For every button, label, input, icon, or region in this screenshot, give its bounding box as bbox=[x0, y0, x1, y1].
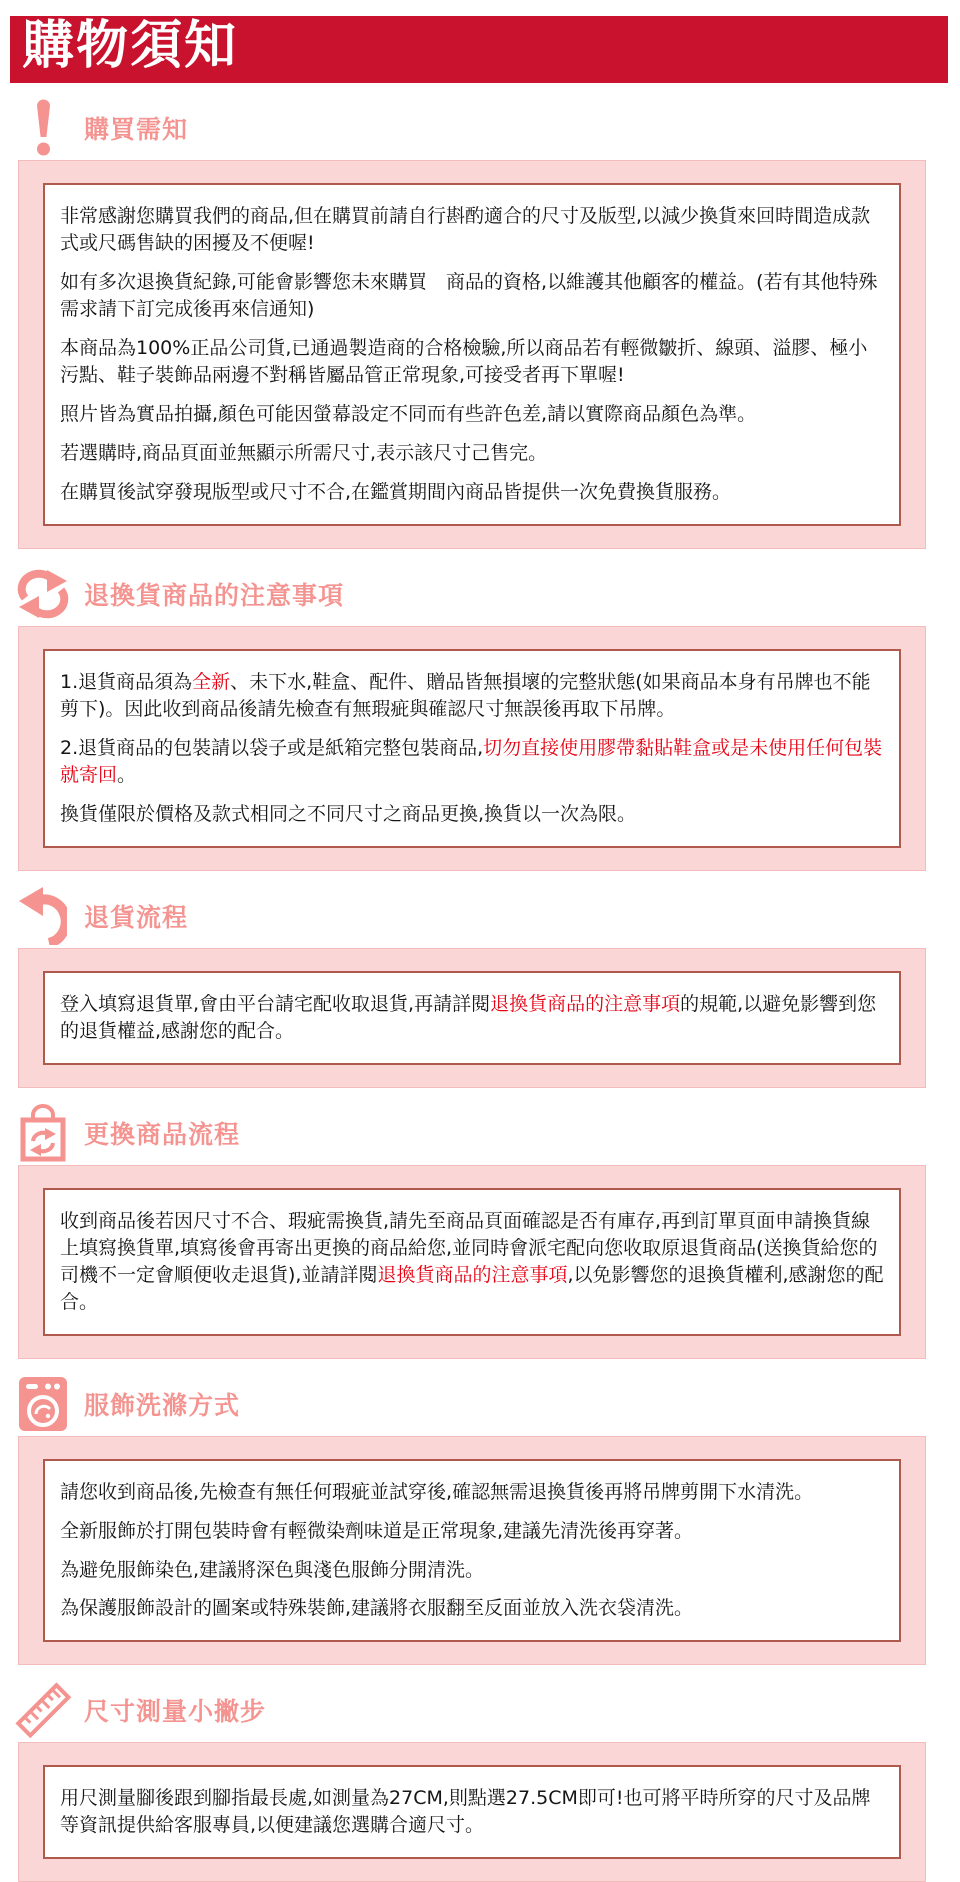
notice-paragraph bbox=[60, 1518, 884, 1545]
body-text: 照片皆為實品拍攝,顏色可能因螢幕設定不同而有些許色差,請以實際商品顏色為準。 bbox=[60, 403, 757, 425]
emphasis-text: 退換貨商品的注意事項 bbox=[377, 1263, 568, 1286]
notice-paragraph bbox=[60, 1557, 884, 1584]
section-head bbox=[14, 887, 960, 945]
page-title-bar bbox=[10, 16, 948, 83]
notice-paragraph bbox=[60, 801, 884, 828]
notice-card bbox=[43, 971, 901, 1065]
notice-paragraph bbox=[60, 1479, 884, 1506]
notice-paragraph bbox=[60, 1595, 884, 1622]
body-text: 本商品為100%正品公司貨,已通過製造商的合格檢驗,所以商品若有輕微皺折、線頭、溢膠、極小污點、鞋子裝飾品兩邊不對稱皆屬品管正常現象,可接受者再下單喔! bbox=[60, 337, 868, 387]
body-text: 收到商品後若因尺寸不合、瑕疵需換貨,請先至商品頁面確認是否有庫存,再到訂單頁面申請換貨線上填寫換貨單,填寫後會再寄出更換的商品給您,並同時會派宅配向您收取原退貨商品(送換貨給您的司機不一定會順便收走退貨),並請詳閱 bbox=[60, 1209, 878, 1286]
section-head bbox=[14, 1681, 960, 1739]
body-text: 非常感謝您購買我們的商品,但在購買前請自行斟酌適合的尺寸及版型,以減少換貨來回時間造成款式或尺碼售缺的困擾及不便喔! bbox=[60, 205, 871, 255]
body-text: 如有多次退換貨紀錄,可能會影響您未來購買 商品的資格,以維護其他顧客的權益。(若有其他特殊需求請下訂完成後再來信通知) bbox=[60, 271, 878, 321]
body-text: 的規範,以避免影響到您的退貨權益,感謝您的配合。 bbox=[60, 992, 877, 1042]
section-head bbox=[14, 565, 960, 623]
body-text: 全新服飾於打開包裝時會有輕微染劑味道是正常現象,建議先清洗後再穿著。 bbox=[60, 1519, 694, 1542]
notice-paragraph bbox=[60, 1208, 884, 1316]
washing-machine-icon bbox=[14, 1375, 72, 1433]
refresh-icon bbox=[14, 565, 72, 623]
notice-card bbox=[43, 1459, 901, 1643]
section-title: 更換商品流程 bbox=[84, 1119, 241, 1149]
section-return-flow bbox=[0, 887, 960, 1088]
notice-paragraph bbox=[60, 735, 884, 789]
body-text: 用尺測量腳後跟到腳指最長處,如測量為27CM,則點選27.5CM即可!也可將平時所穿的尺寸及品牌等資訊提供給客服專員,以便建議您選購合適尺寸。 bbox=[60, 1787, 871, 1837]
notice-panel bbox=[18, 1436, 926, 1666]
notice-paragraph bbox=[60, 479, 884, 506]
section-size-measuring-tips bbox=[0, 1681, 960, 1882]
undo-arrow-icon bbox=[14, 887, 72, 945]
section-head bbox=[14, 99, 960, 157]
section-purchase-notice bbox=[0, 99, 960, 549]
notice-paragraph bbox=[60, 669, 884, 723]
body-text: ,以免影響您的退換貨權利,感謝您的配合。 bbox=[60, 1263, 884, 1313]
notice-card bbox=[43, 183, 901, 526]
section-title: 服飾洗滌方式 bbox=[84, 1390, 241, 1420]
emphasis-text: 切勿直接使用膠帶黏貼鞋盒或是未使用任何包裝就寄回 bbox=[60, 736, 883, 786]
body-text: 、未下水,鞋盒、配件、贈品皆無損壞的完整狀態(如果商品本身有吊牌也不能剪下)。因此收到商品後請先檢查有無瑕疵與確認尺寸無誤後再取下吊牌。 bbox=[60, 670, 871, 720]
notice-panel bbox=[18, 948, 926, 1088]
section-title: 購買需知 bbox=[84, 115, 189, 145]
emphasis-text: 全新 bbox=[192, 670, 231, 693]
notice-panel bbox=[18, 1165, 926, 1359]
notice-card bbox=[43, 1188, 901, 1336]
notice-paragraph bbox=[60, 335, 884, 389]
shopping-bag-refresh-icon bbox=[14, 1104, 72, 1162]
notice-paragraph bbox=[60, 269, 884, 323]
section-return-exchange-notes bbox=[0, 565, 960, 871]
body-text: 請您收到商品後,先檢查有無任何瑕疵並試穿後,確認無需退換貨後再將吊牌剪開下水清洗。 bbox=[60, 1480, 814, 1503]
notice-panel bbox=[18, 160, 926, 549]
section-head bbox=[14, 1104, 960, 1162]
notice-panel bbox=[18, 626, 926, 871]
exclamation-icon bbox=[14, 99, 72, 157]
section-title: 退換貨商品的注意事項 bbox=[84, 580, 345, 610]
section-head bbox=[14, 1375, 960, 1433]
body-text: 在購買後試穿發現版型或尺寸不合,在鑑賞期間內商品皆提供一次免費換貨服務。 bbox=[60, 480, 732, 503]
notice-paragraph bbox=[60, 1785, 884, 1839]
section-washing-instructions bbox=[0, 1375, 960, 1666]
notice-card bbox=[43, 649, 901, 848]
body-text: 若選購時,商品頁面並無顯示所需尺寸,表示該尺寸己售完。 bbox=[60, 441, 548, 464]
notice-paragraph bbox=[60, 991, 884, 1045]
section-title: 退貨流程 bbox=[84, 902, 189, 932]
section-title: 尺寸測量小撇步 bbox=[84, 1697, 267, 1727]
notice-card bbox=[43, 1765, 901, 1859]
ruler-icon bbox=[14, 1681, 72, 1739]
notice-panel bbox=[18, 1742, 926, 1882]
body-text: 為避免服飾染色,建議將深色與淺色服飾分開清洗。 bbox=[60, 1558, 485, 1581]
body-text: 。 bbox=[117, 763, 137, 786]
body-text: 2.退貨商品的包裝請以袋子或是紙箱完整包裝商品, bbox=[60, 736, 484, 759]
page-title: 購物須知 bbox=[22, 16, 239, 76]
notice-paragraph bbox=[60, 401, 884, 428]
body-text: 換貨僅限於價格及款式相同之不同尺寸之商品更換,換貨以一次為限。 bbox=[60, 802, 637, 825]
section-exchange-flow bbox=[0, 1104, 960, 1359]
body-text: 登入填寫退貨單,會由平台請宅配收取退貨,再請詳閱 bbox=[60, 992, 491, 1015]
emphasis-text: 退換貨商品的注意事項 bbox=[490, 992, 681, 1015]
notice-paragraph bbox=[60, 440, 884, 467]
notice-paragraph bbox=[60, 203, 884, 257]
body-text: 為保護服飾設計的圖案或特殊裝飾,建議將衣服翻至反面並放入洗衣袋清洗。 bbox=[60, 1597, 694, 1620]
body-text: 1.退貨商品須為 bbox=[60, 670, 193, 693]
